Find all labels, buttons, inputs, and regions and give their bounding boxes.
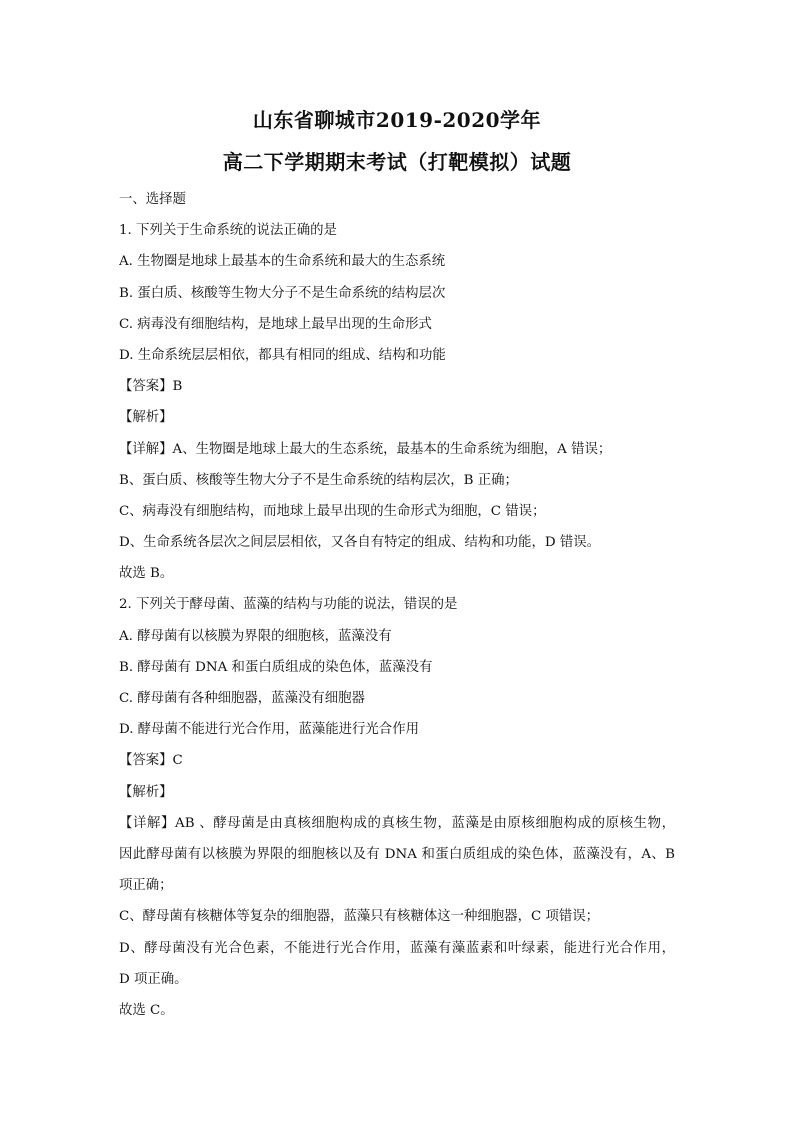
question-2-analysis-label: 【解析】 bbox=[119, 784, 173, 800]
question-2-explanation-d-line1: D、酵母菌没有光合色素，不能进行光合作用，蓝藻有藻蓝素和叶绿素，能进行光合作用， bbox=[119, 940, 675, 956]
question-1-explanation-d: D、生命系统各层次之间层层相依，又各自有特定的组成、结构和功能，D 错误。 bbox=[119, 535, 601, 551]
question-1-explanation-a: 【详解】A、生物圈是地球上最大的生态系统，最基本的生命系统为细胞，A 错误； bbox=[119, 441, 612, 457]
question-1-conclusion: 故选 B。 bbox=[119, 566, 174, 582]
question-2-answer: 【答案】C bbox=[119, 753, 183, 769]
question-1-option-a: A. 生物圈是地球上最基本的生命系统和最大的生态系统 bbox=[119, 254, 446, 270]
question-1-explanation-c: C、病毒没有细胞结构，而地球上最早出现的生命形式为细胞，C 错误； bbox=[119, 503, 546, 519]
question-2-explanation-ab-line2: 因此酵母菌有以核膜为界限的细胞核以及有 DNA 和蛋白质组成的染色体，蓝藻没有，A、B bbox=[119, 846, 675, 862]
question-1-option-c: C. 病毒没有细胞结构，是地球上最早出现的生命形式 bbox=[119, 316, 432, 332]
question-2-stem: 2. 下列关于酵母菌、蓝藻的结构与功能的说法，错误的是 bbox=[119, 597, 458, 613]
question-2-option-a: A. 酵母菌有以核膜为界限的细胞核，蓝藻没有 bbox=[119, 628, 392, 644]
question-1-option-b: B. 蛋白质、核酸等生物大分子不是生命系统的结构层次 bbox=[119, 285, 446, 301]
question-1-answer: 【答案】B bbox=[119, 379, 183, 395]
question-1-explanation-b: B、蛋白质、核酸等生物大分子不是生命系统的结构层次，B 正确； bbox=[119, 472, 518, 488]
question-2-conclusion: 故选 C。 bbox=[119, 1002, 174, 1018]
document-title-line1: 山东省聊城市2019-2020学年 bbox=[252, 108, 542, 132]
question-2-option-b: B. 酵母菌有 DNA 和蛋白质组成的染色体，蓝藻没有 bbox=[119, 659, 433, 675]
document-body bbox=[119, 184, 675, 1026]
question-2-option-c: C. 酵母菌有各种细胞器，蓝藻没有细胞器 bbox=[119, 691, 365, 706]
question-2-explanation-ab-line3: 项正确； bbox=[119, 878, 173, 894]
question-2-option-d: D. 酵母菌不能进行光合作用，蓝藻能进行光合作用 bbox=[119, 722, 419, 738]
question-1-option-d: D. 生命系统层层相依，都具有相同的组成、结构和功能 bbox=[119, 347, 446, 363]
question-1-stem: 1. 下列关于生命系统的说法正确的是 bbox=[119, 223, 337, 239]
question-2-explanation-ab-line1: 【详解】AB 、酵母菌是由真核细胞构成的真核生物，蓝藻是由原核细胞构成的原核生物， bbox=[119, 815, 675, 831]
question-2-explanation-d-line2: D 项正确。 bbox=[119, 971, 188, 987]
question-1-analysis-label: 【解析】 bbox=[119, 410, 173, 426]
document-title-line2: 高二下学期期末考试（打靶模拟）试题 bbox=[222, 150, 572, 174]
section-heading: 一、选择题 bbox=[119, 192, 186, 207]
question-2-explanation-c: C、酵母菌有核糖体等复杂的细胞器，蓝藻只有核糖体这一种细胞器，C 项错误； bbox=[119, 909, 600, 925]
